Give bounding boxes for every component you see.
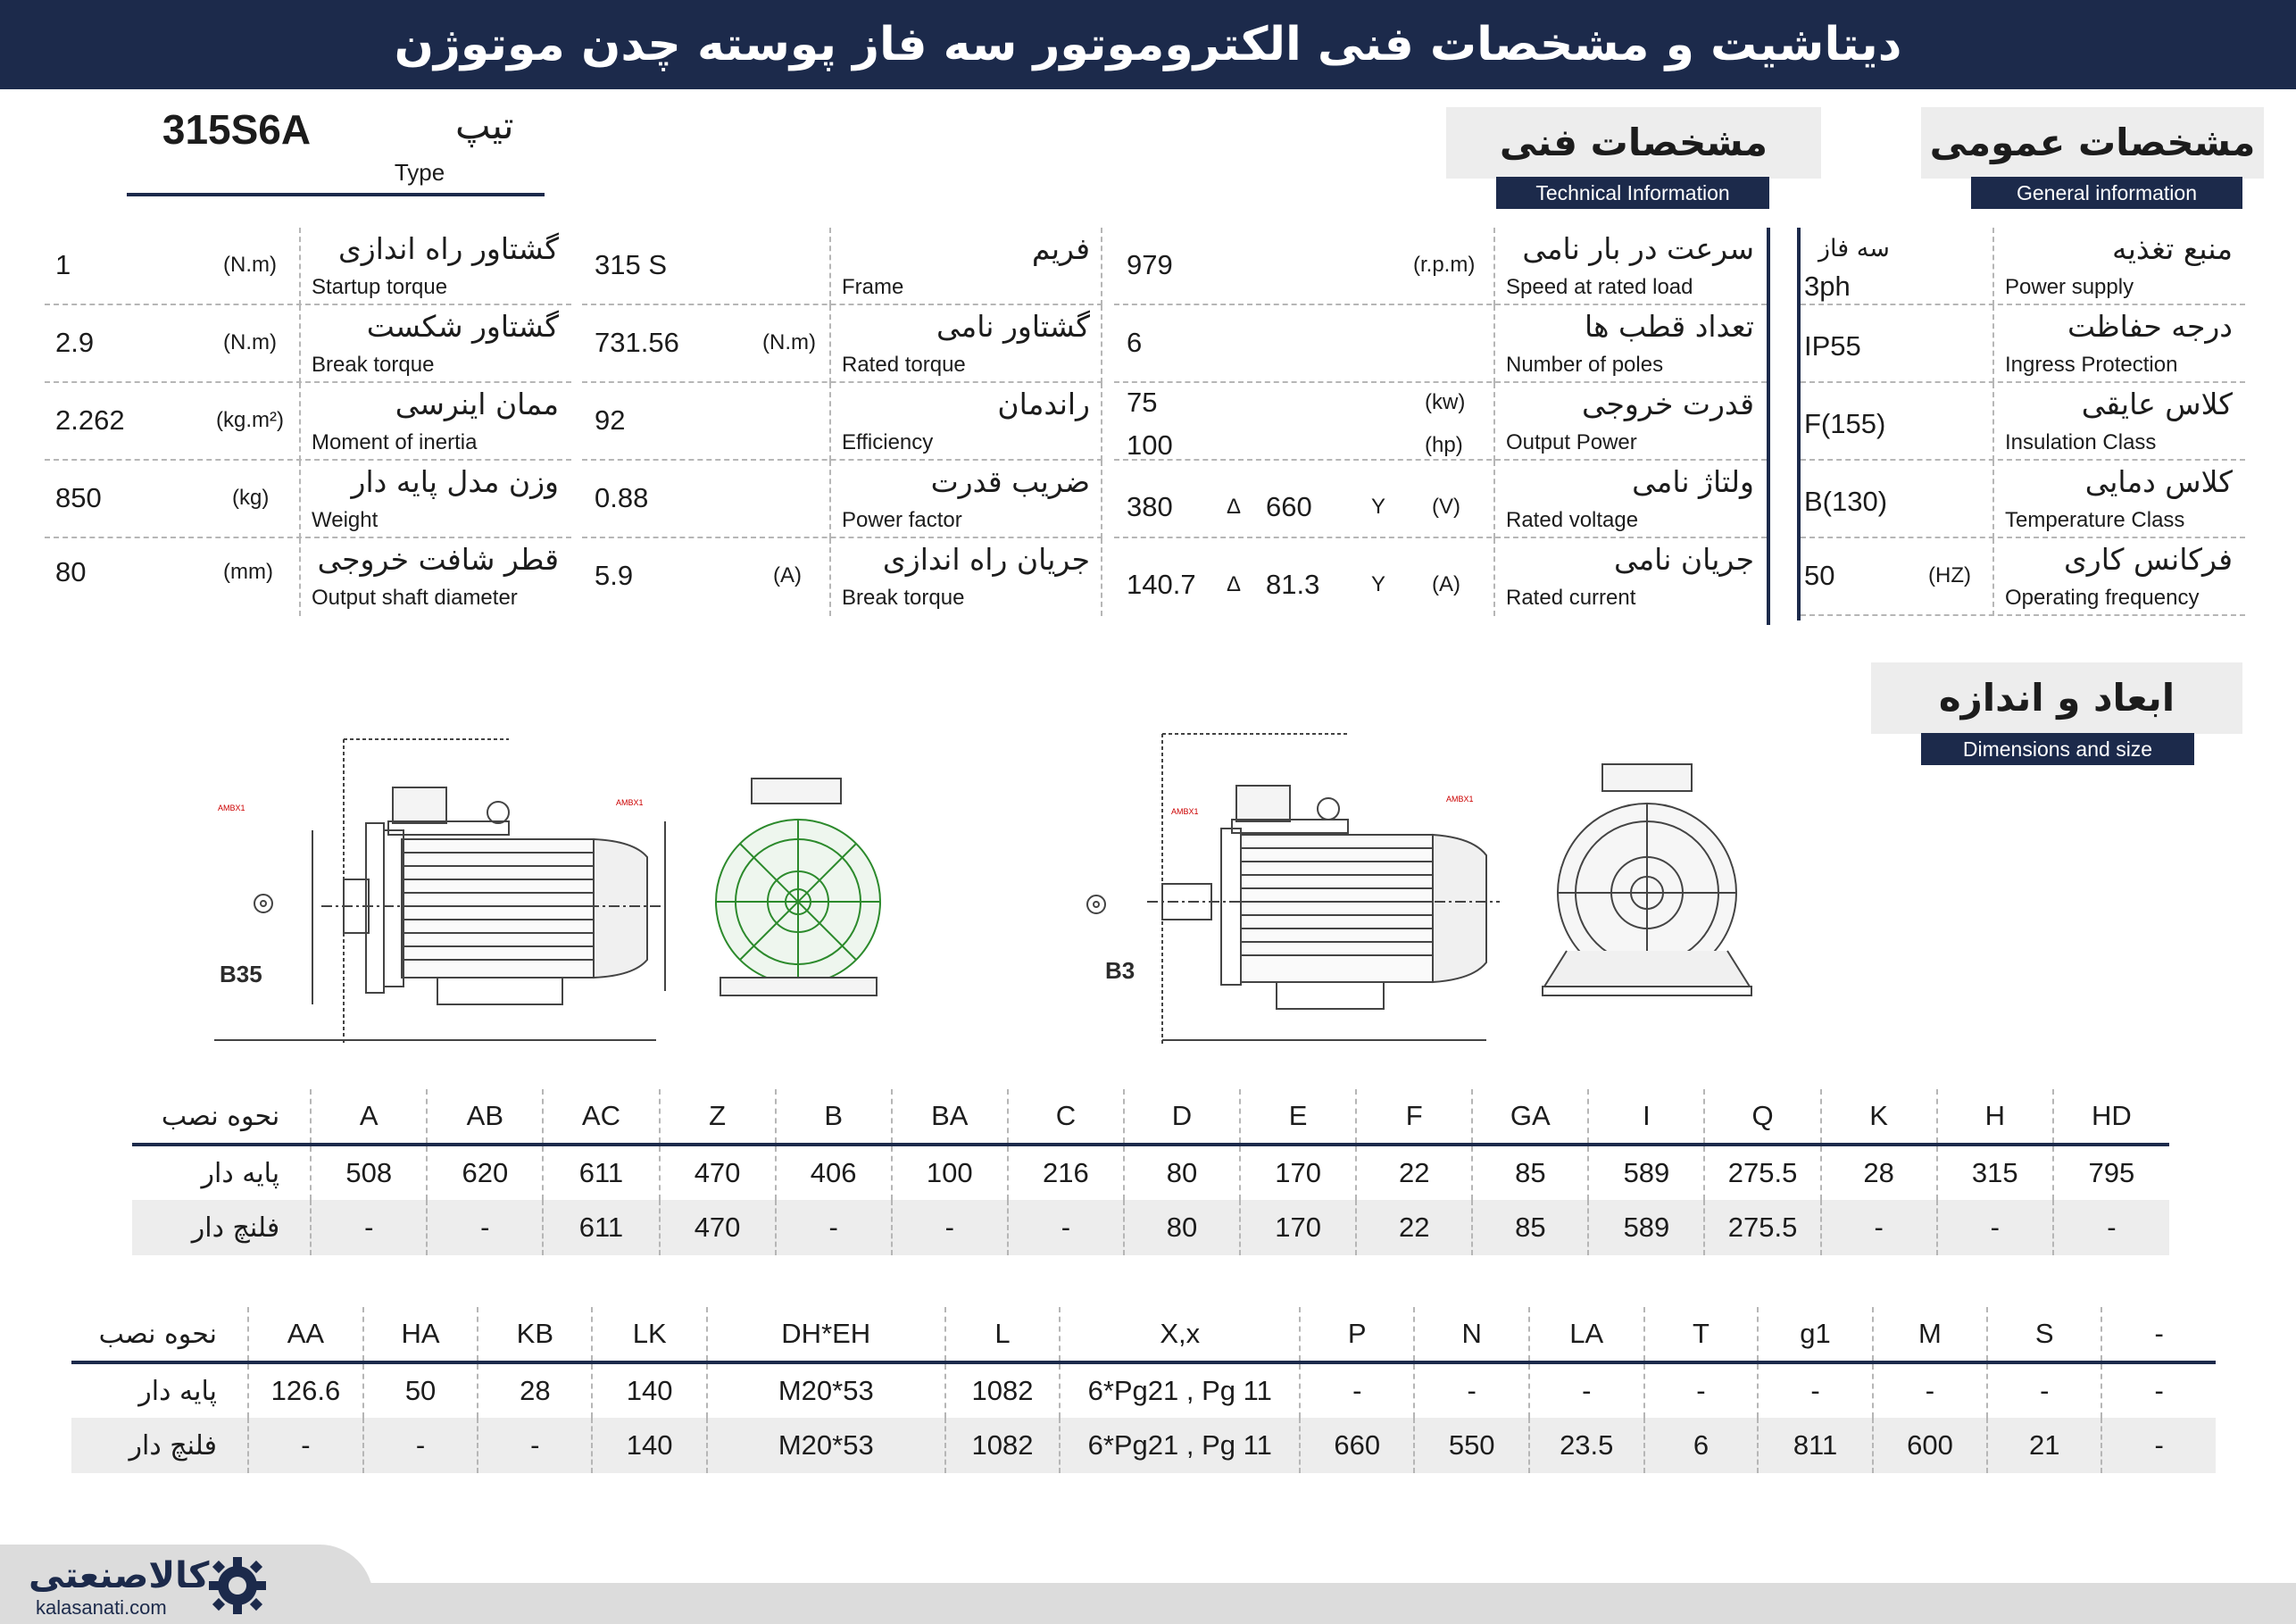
mid-label-fa: راندمان xyxy=(997,387,1090,421)
table-cell: 22 xyxy=(1356,1145,1472,1200)
dimensions-section-badge: Dimensions and size xyxy=(1921,733,2194,765)
technical-label-en: Number of poles xyxy=(1506,353,1664,377)
table-cell: 6*Pg21 , Pg 11 xyxy=(1060,1362,1300,1418)
b35-side-view-drawing xyxy=(214,723,714,1054)
table-row xyxy=(71,1362,2216,1418)
table-cell: 80 xyxy=(1124,1200,1240,1255)
column-header: K xyxy=(1821,1089,1937,1145)
left-label-fa: ممان اینرسی xyxy=(395,387,559,421)
row-label: پایه دار xyxy=(71,1362,248,1418)
left-label-fa: قطر شافت خروجی xyxy=(317,542,559,577)
table-cell: - xyxy=(1300,1362,1414,1418)
table-cell: 470 xyxy=(660,1200,776,1255)
table-cell: 85 xyxy=(1472,1200,1588,1255)
technical-column-bar xyxy=(1767,228,1770,625)
column-header: S xyxy=(1987,1307,2101,1362)
column-header: I xyxy=(1588,1089,1704,1145)
mid-value: 0.88 xyxy=(595,482,649,513)
left-unit: (N.m) xyxy=(223,253,277,277)
table-cell: 80 xyxy=(1124,1145,1240,1200)
table-cell: 550 xyxy=(1414,1418,1528,1473)
table-cell: 50 xyxy=(363,1362,478,1418)
column-header: D xyxy=(1124,1089,1240,1145)
general-label-en: Operating frequency xyxy=(2005,586,2200,610)
table-cell: - xyxy=(2053,1200,2169,1255)
table-cell: 126.6 xyxy=(248,1362,363,1418)
general-value: B(130) xyxy=(1804,486,1888,517)
column-header: C xyxy=(1008,1089,1124,1145)
technical-y-value: 660 xyxy=(1266,491,1312,522)
table-header-row xyxy=(71,1307,2216,1362)
column-header: A xyxy=(311,1089,427,1145)
technical-unit: (r.p.m) xyxy=(1413,253,1476,277)
table-cell: 21 xyxy=(1987,1418,2101,1473)
mid-value: 315 S xyxy=(595,249,668,280)
header-bar xyxy=(0,0,2296,89)
general-value: F(155) xyxy=(1804,408,1886,439)
column-header: L xyxy=(945,1307,1061,1362)
left-row xyxy=(45,305,571,383)
footer-bar xyxy=(357,1583,2296,1624)
left-label-fa: گشتاور شکست xyxy=(366,309,559,344)
table-cell: - xyxy=(1758,1362,1872,1418)
table-cell: 1082 xyxy=(945,1418,1061,1473)
table-cell: - xyxy=(776,1200,892,1255)
logo-text: کالاصنعتی xyxy=(29,1555,210,1596)
general-unit: (HZ) xyxy=(1928,563,1971,587)
table-cell: 275.5 xyxy=(1704,1200,1820,1255)
column-header: HA xyxy=(363,1307,478,1362)
technical-label-fa: قدرت خروجی xyxy=(1581,387,1754,421)
dimensions-table-1 xyxy=(132,1089,2169,1255)
table-cell: - xyxy=(1873,1362,1987,1418)
general-label-fa: فرکانس کاری xyxy=(2063,542,2233,577)
technical-value: 979 xyxy=(1127,249,1173,280)
technical-y-value: 81.3 xyxy=(1266,569,1320,600)
general-section-badge: General information xyxy=(1971,177,2242,209)
mid-unit: (A) xyxy=(773,563,802,587)
left-value: 850 xyxy=(55,482,102,513)
table-cell: 589 xyxy=(1588,1145,1704,1200)
column-header: B xyxy=(776,1089,892,1145)
technical-label-fa: تعداد قطب ها xyxy=(1585,309,1754,344)
mid-row xyxy=(582,461,1102,538)
column-header: E xyxy=(1240,1089,1356,1145)
svg-text:AMBX1: AMBX1 xyxy=(218,804,245,812)
technical-delta-value: 140.7 xyxy=(1127,569,1196,600)
technical-unit: (kw) xyxy=(1425,390,1466,414)
column-header: H xyxy=(1937,1089,2053,1145)
table-cell: - xyxy=(1821,1200,1937,1255)
technical-label-fa: سرعت در بار نامی xyxy=(1522,231,1754,266)
column-header: - xyxy=(2101,1307,2216,1362)
row-label: پایه دار xyxy=(132,1145,311,1200)
general-value: IP55 xyxy=(1804,330,1861,362)
table-cell: 140 xyxy=(592,1418,706,1473)
general-value-fa: سه فاز xyxy=(1818,235,1890,262)
table-cell: 611 xyxy=(543,1200,659,1255)
general-row xyxy=(1801,461,2245,538)
table-cell: - xyxy=(248,1418,363,1473)
table-cell: M20*53 xyxy=(707,1362,945,1418)
column-header: LA xyxy=(1529,1307,1644,1362)
left-value: 1 xyxy=(55,249,71,280)
technical-unit-2: (hp) xyxy=(1425,433,1463,457)
technical-row xyxy=(1114,538,1767,616)
mid-value: 731.56 xyxy=(595,327,679,358)
technical-row xyxy=(1114,228,1767,305)
technical-label-en: Rated current xyxy=(1506,586,1636,610)
mid-label-en: Break torque xyxy=(842,586,965,610)
table-cell: 406 xyxy=(776,1145,892,1200)
gear-logo-icon xyxy=(202,1552,273,1620)
technical-value-2: 100 xyxy=(1127,429,1173,461)
table-cell: 275.5 xyxy=(1704,1145,1820,1200)
table-cell: 470 xyxy=(660,1145,776,1200)
mid-label-fa: ضریب قدرت xyxy=(930,464,1090,499)
technical-label-en: Speed at rated load xyxy=(1506,275,1693,299)
left-unit: (mm) xyxy=(223,560,273,584)
column-header: g1 xyxy=(1758,1307,1872,1362)
table-cell: 216 xyxy=(1008,1145,1124,1200)
table-cell: - xyxy=(2101,1418,2216,1473)
b3-end-view-drawing xyxy=(1535,759,1759,1018)
type-value: 315S6A xyxy=(162,106,312,153)
table-cell: 589 xyxy=(1588,1200,1704,1255)
column-header: AA xyxy=(248,1307,363,1362)
table-cell: 660 xyxy=(1300,1418,1414,1473)
b35-label: B35 xyxy=(220,961,262,987)
left-row xyxy=(45,461,571,538)
left-label-en: Moment of inertia xyxy=(312,430,478,454)
dimensions-section-title: ابعاد و اندازه xyxy=(1871,662,2242,734)
general-row xyxy=(1801,383,2245,461)
technical-label-en: Rated voltage xyxy=(1506,508,1639,532)
general-label-fa: کلاس دمایی xyxy=(2084,464,2233,499)
table-cell: 811 xyxy=(1758,1418,1872,1473)
technical-row xyxy=(1114,383,1767,461)
technical-unit: (V) xyxy=(1432,495,1460,519)
mid-label-fa: فریم xyxy=(1031,231,1090,266)
column-header: HD xyxy=(2053,1089,2169,1145)
table-cell: - xyxy=(427,1200,543,1255)
table-cell: - xyxy=(1937,1200,2053,1255)
general-label-fa: کلاس عایقی xyxy=(2081,387,2233,421)
technical-label-en: Output Power xyxy=(1506,430,1637,454)
table-cell: - xyxy=(1414,1362,1528,1418)
table-cell: 28 xyxy=(1821,1145,1937,1200)
table-row xyxy=(132,1200,2169,1255)
technical-row xyxy=(1114,305,1767,383)
mid-label-en: Efficiency xyxy=(842,430,934,454)
mid-unit: (N.m) xyxy=(762,330,816,354)
y-symbol: Y xyxy=(1371,495,1386,519)
column-header: AC xyxy=(543,1089,659,1145)
technical-row xyxy=(1114,461,1767,538)
general-label-en: Power supply xyxy=(2005,275,2134,299)
column-header: DH*EH xyxy=(707,1307,945,1362)
general-label-fa: منبع تغذیه xyxy=(2112,231,2233,266)
b3-side-view-drawing xyxy=(1053,723,1500,1054)
row-label: فلنچ دار xyxy=(71,1418,248,1473)
table-cell: 28 xyxy=(478,1362,592,1418)
type-underline xyxy=(127,193,545,196)
logo-url: kalasanati.com xyxy=(36,1596,167,1619)
technical-value: 6 xyxy=(1127,327,1143,358)
svg-text:AMBX1: AMBX1 xyxy=(1446,795,1474,804)
left-unit: (N.m) xyxy=(223,330,277,354)
b3-label: B3 xyxy=(1105,957,1136,984)
mid-label-en: Power factor xyxy=(842,508,962,532)
left-unit: (kg) xyxy=(232,486,270,510)
b35-end-view-drawing xyxy=(707,768,912,1009)
technical-section-title: مشخصات فنی xyxy=(1446,107,1821,179)
column-header: P xyxy=(1300,1307,1414,1362)
table-cell: - xyxy=(478,1418,592,1473)
mid-row xyxy=(582,538,1102,616)
left-value: 80 xyxy=(55,556,87,587)
table-cell: 508 xyxy=(311,1145,427,1200)
y-symbol: Y xyxy=(1371,572,1386,596)
page-title: دیتاشیت و مشخصات فنی الکتروموتور سه فاز پوسته چدن موتوژن xyxy=(394,18,1902,71)
table-cell: 85 xyxy=(1472,1145,1588,1200)
left-label-en: Weight xyxy=(312,508,379,532)
table-cell: 23.5 xyxy=(1529,1418,1644,1473)
mid-value: 92 xyxy=(595,404,626,436)
table-cell: - xyxy=(1008,1200,1124,1255)
left-row xyxy=(45,383,571,461)
technical-section-badge: Technical Information xyxy=(1496,177,1769,209)
type-label-en: Type xyxy=(394,159,445,186)
table-cell: 100 xyxy=(892,1145,1008,1200)
mid-label-en: Frame xyxy=(842,275,904,299)
table-cell: - xyxy=(892,1200,1008,1255)
general-label-en: Insulation Class xyxy=(2005,430,2157,454)
table-cell: 795 xyxy=(2053,1145,2169,1200)
table-cell: 315 xyxy=(1937,1145,2053,1200)
general-value: 50 xyxy=(1804,560,1835,591)
left-value: 2.262 xyxy=(55,404,125,436)
general-row xyxy=(1801,538,2245,616)
technical-unit: (A) xyxy=(1432,572,1460,596)
table-cell: - xyxy=(1644,1362,1759,1418)
table-cell: 170 xyxy=(1240,1145,1356,1200)
table-cell: 611 xyxy=(543,1145,659,1200)
general-row xyxy=(1801,228,2245,305)
column-header: BA xyxy=(892,1089,1008,1145)
table-cell: 600 xyxy=(1873,1418,1987,1473)
table-cell: 1082 xyxy=(945,1362,1061,1418)
table-cell: M20*53 xyxy=(707,1418,945,1473)
column-header: N xyxy=(1414,1307,1528,1362)
left-value: 2.9 xyxy=(55,327,95,358)
table-header-label: نحوه نصب xyxy=(71,1307,248,1362)
mid-row xyxy=(582,305,1102,383)
general-row xyxy=(1801,305,2245,383)
technical-label-fa: جریان نامی xyxy=(1614,542,1754,577)
column-header: M xyxy=(1873,1307,1987,1362)
general-section-title: مشخصات عمومی xyxy=(1921,107,2264,179)
mid-label-fa: جریان راه اندازی xyxy=(882,542,1090,577)
table-cell: - xyxy=(363,1418,478,1473)
technical-value: 75 xyxy=(1127,387,1158,418)
mid-label-fa: گشتاور نامی xyxy=(936,309,1090,344)
mid-value: 5.9 xyxy=(595,560,634,591)
column-header: Q xyxy=(1704,1089,1820,1145)
table-cell: 140 xyxy=(592,1362,706,1418)
delta-symbol: Δ xyxy=(1227,495,1242,519)
column-header: GA xyxy=(1472,1089,1588,1145)
column-header: F xyxy=(1356,1089,1472,1145)
general-label-en: Temperature Class xyxy=(2005,508,2185,532)
general-label-fa: درجه حفاظت xyxy=(2067,309,2233,344)
left-unit: (kg.m²) xyxy=(216,408,284,432)
column-header: Z xyxy=(660,1089,776,1145)
technical-label-fa: ولتاژ نامی xyxy=(1632,464,1754,499)
left-label-fa: گشتاور راه اندازی xyxy=(337,231,559,266)
mid-row xyxy=(582,383,1102,461)
technical-delta-value: 380 xyxy=(1127,491,1173,522)
left-label-en: Output shaft diameter xyxy=(312,586,518,610)
row-label: فلنچ دار xyxy=(132,1200,311,1255)
table-header-label: نحوه نصب xyxy=(132,1089,311,1145)
svg-text:AMBX1: AMBX1 xyxy=(1171,807,1199,816)
left-row xyxy=(45,538,571,616)
column-header: AB xyxy=(427,1089,543,1145)
left-label-en: Break torque xyxy=(312,353,435,377)
table-cell: - xyxy=(1529,1362,1644,1418)
mid-row xyxy=(582,228,1102,305)
column-header: LK xyxy=(592,1307,706,1362)
dimensions-table-2 xyxy=(71,1307,2216,1473)
table-cell: 6 xyxy=(1644,1418,1759,1473)
left-row xyxy=(45,228,571,305)
left-label-en: Startup torque xyxy=(312,275,448,299)
table-cell: - xyxy=(311,1200,427,1255)
table-cell: 620 xyxy=(427,1145,543,1200)
column-header: KB xyxy=(478,1307,592,1362)
table-row xyxy=(71,1418,2216,1473)
table-header-row xyxy=(132,1089,2169,1145)
table-cell: - xyxy=(2101,1362,2216,1418)
table-row xyxy=(132,1145,2169,1200)
svg-text:AMBX1: AMBX1 xyxy=(616,798,644,807)
mid-label-en: Rated torque xyxy=(842,353,966,377)
left-label-fa: وزن مدل پایه دار xyxy=(351,464,559,499)
type-label-fa: تیپ xyxy=(455,104,514,147)
table-cell: 6*Pg21 , Pg 11 xyxy=(1060,1418,1300,1473)
table-cell: - xyxy=(1987,1362,2101,1418)
delta-symbol: Δ xyxy=(1227,572,1242,596)
column-header: T xyxy=(1644,1307,1759,1362)
column-header: X,x xyxy=(1060,1307,1300,1362)
general-label-en: Ingress Protection xyxy=(2005,353,2178,377)
table-cell: 170 xyxy=(1240,1200,1356,1255)
general-value: 3ph xyxy=(1804,271,1851,302)
table-cell: 22 xyxy=(1356,1200,1472,1255)
